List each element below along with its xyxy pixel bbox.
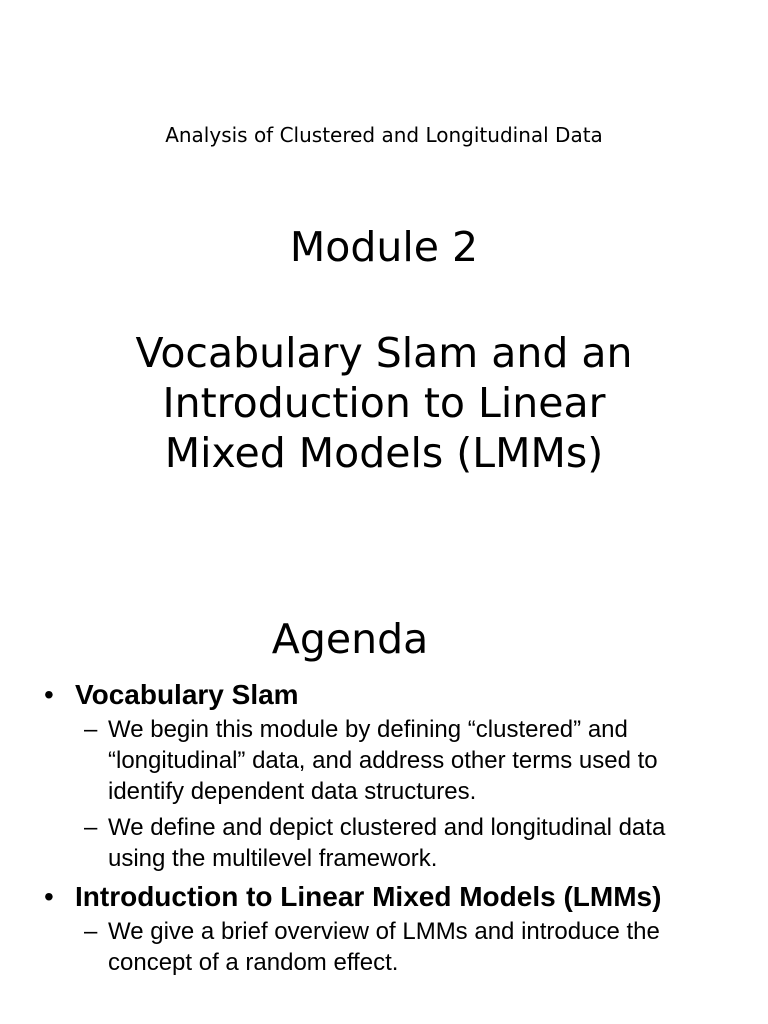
agenda-subitem [0, 714, 768, 807]
course-title: Analysis of Clustered and Longitudinal Data [165, 123, 603, 147]
dash-icon: – [84, 716, 98, 743]
agenda-subitems [0, 916, 768, 978]
agenda-subitem [0, 812, 768, 874]
bullet-icon: • [44, 881, 54, 912]
agenda-subitem-text: We give a brief overview of LMMs and introduce the concept of a random effect. [108, 918, 660, 976]
module-title-line-1: Vocabulary Slam and an [135, 329, 633, 377]
agenda-item-label: Introduction to Linear Mixed Models (LMMs) [75, 881, 662, 912]
dash-icon: – [84, 918, 98, 945]
module-title-line-3: Mixed Models (LMMs) [164, 429, 604, 477]
agenda-subitems-container [0, 916, 768, 978]
module-title-line-2: Introduction to Linear [162, 379, 606, 427]
agenda-subitem [0, 916, 768, 978]
module-title-block [0, 222, 768, 478]
agenda-subitems-container [0, 714, 768, 874]
agenda-item-vocabulary-slam [0, 676, 768, 714]
agenda-subitems [0, 714, 768, 874]
title-spacer [0, 272, 768, 328]
module-number: Module 2 [289, 223, 479, 271]
agenda-subitem-text: We begin this module by defining “clustered” and “longitudinal” data, and address other terms used to identify dependent data structures. [108, 716, 658, 805]
agenda-subitem-text: We define and depict clustered and longitudinal data using the multilevel framework. [108, 814, 666, 872]
agenda-item-label: Vocabulary Slam [75, 679, 299, 710]
agenda-list [0, 676, 768, 983]
bullet-icon: • [44, 679, 54, 710]
agenda-heading: Agenda [271, 615, 429, 663]
dash-icon: – [84, 814, 98, 841]
agenda-item-intro-lmms [0, 878, 768, 916]
